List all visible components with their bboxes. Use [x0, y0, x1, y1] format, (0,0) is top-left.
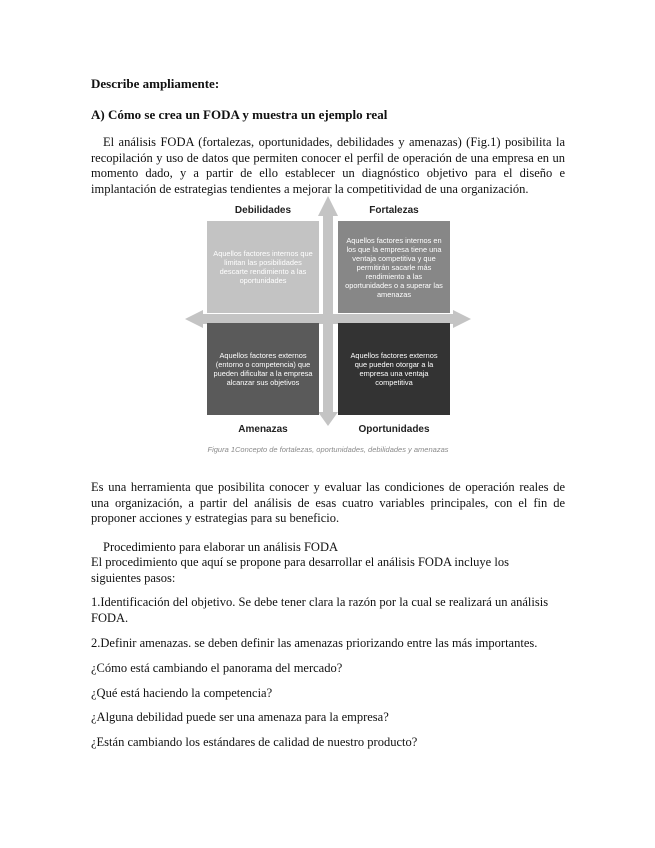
question-2: ¿Qué está haciendo la competencia?	[91, 686, 273, 700]
intro-paragraph	[91, 135, 565, 197]
question-1: ¿Cómo está cambiando el panorama del mercado?	[91, 661, 343, 675]
step-2: 2.Definir amenazas. se deben definir las amenazas priorizando entre las más importantes.	[91, 636, 538, 650]
quadrant-debilidades-text: Aquellos factores internos que limitan las posibilidades descarte rendimiento a las oportunidades	[213, 249, 313, 285]
arrow-right-icon	[453, 310, 471, 328]
procedure-title	[91, 540, 565, 556]
quadrant-amenazas-text: Aquellos factores externos (entorno o competencia) que pueden dificultar a la empresa alcanzar sus objetivos	[213, 351, 313, 387]
label-debilidades: Debilidades	[234, 205, 292, 216]
arrow-up-icon	[318, 196, 338, 216]
quadrant-amenazas	[207, 323, 319, 415]
foda-figure	[180, 196, 476, 458]
procedure-title-text: Procedimiento para elaborar un análisis FODA	[103, 540, 339, 554]
intro-paragraph-text: El análisis FODA (fortalezas, oportunidades, debilidades y amenazas) (Fig.1) posibilita la recopilación y uso de datos que permiten conocer el perfil de operación de una empresa en un momento dado, y a partir de ello establecer un diagnóstico objetivo para el diseño e implantación de estrategias tendientes a mejorar la competitividad de una organización.	[91, 135, 565, 196]
figure-caption: Figura 1Concepto de fortalezas, oportunidades, debilidades y amenazas	[207, 445, 449, 454]
quadrant-fortalezas	[338, 221, 450, 313]
arrow-left-icon	[185, 310, 203, 328]
heading-describe: Describe ampliamente:	[91, 76, 220, 91]
step-1: 1.Identificación del objetivo. Se debe tener clara la razón por la cual se realizará un análisis FODA.	[91, 595, 549, 625]
label-amenazas: Amenazas	[238, 424, 288, 435]
quadrant-oportunidades-text: Aquellos factores externos que pueden otorgar a la empresa una ventaja competitiva	[350, 351, 438, 387]
procedure-intro: El procedimiento que aquí se propone para desarrollar el análisis FODA incluye los siguientes pasos:	[91, 555, 509, 585]
question-3: ¿Alguna debilidad puede ser una amenaza para la empresa?	[91, 710, 389, 724]
heading-subtitle: A) Cómo se crea un FODA y muestra un ejemplo real	[91, 107, 388, 122]
arrow-down-icon	[318, 412, 338, 426]
quadrant-oportunidades	[338, 323, 450, 415]
label-fortalezas: Fortalezas	[369, 205, 419, 216]
question-4: ¿Están cambiando los estándares de calidad de nuestro producto?	[91, 735, 418, 749]
label-oportunidades: Oportunidades	[358, 424, 430, 435]
quadrant-fortalezas-text: Aquellos factores internos en los que la empresa tiene una ventaja competitiva y que permitirán sacarle más rendimiento a las oportunidades o a superar las amenazas	[345, 235, 443, 299]
quadrant-debilidades	[207, 221, 319, 313]
tool-paragraph: Es una herramienta que posibilita conocer y evaluar las condiciones de operación reales de una organización, a partir del análisis de esas cuatro variables principales, con el fin de proponer acciones y estrategias para su beneficio.	[91, 480, 565, 525]
